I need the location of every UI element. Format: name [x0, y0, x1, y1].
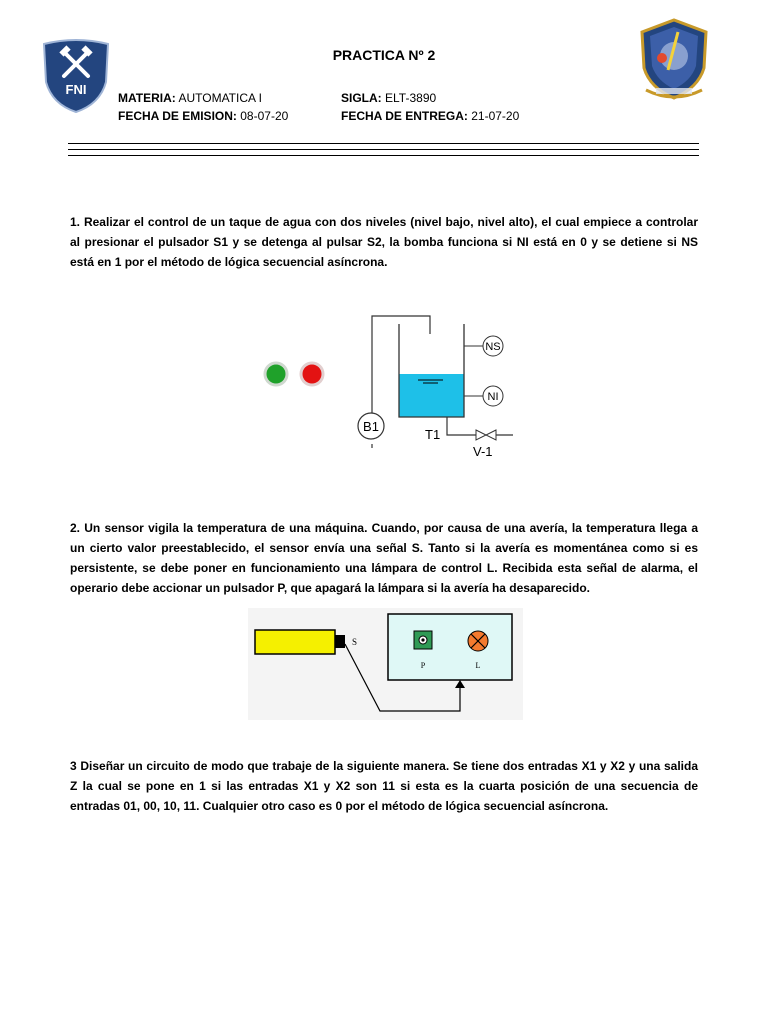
- header-rule-2: [68, 149, 699, 150]
- sigla-label: SIGLA:: [341, 91, 382, 105]
- materia-row: [118, 91, 262, 105]
- header-rule-3: [68, 155, 699, 156]
- control-panel: [388, 614, 512, 680]
- logo-left-text: FNI: [65, 82, 87, 97]
- valve-v1: [476, 430, 496, 440]
- sigla-row: [341, 91, 436, 105]
- materia-label: MATERIA:: [118, 91, 176, 105]
- button-label: P: [420, 661, 426, 670]
- header-rule-1: [68, 143, 699, 144]
- red-button: [301, 363, 323, 385]
- problem-3-text: 3 Diseñar un circuito de modo que trabaje de la siguiente manera. Se tiene dos entradas X1 y X2 y una salida Z la cual se pone en 1 si las entradas X1 y X2 son 11 si esta es la cuarta posición de una secuencia de entradas 01, 00, 10, 11. Cualquier otro caso es 0 por el método de lógica secuencial asíncrona.: [70, 759, 698, 813]
- tank-diagram: [255, 308, 530, 483]
- entrega-row: [341, 109, 519, 123]
- sensor-label: S: [352, 637, 358, 647]
- green-button: [265, 363, 287, 385]
- ni-label: NI: [487, 391, 499, 403]
- emision-value: 08-07-20: [240, 109, 289, 123]
- ns-label: NS: [485, 341, 501, 353]
- alarm-diagram: [248, 608, 523, 720]
- valve-label: V-1: [473, 444, 493, 459]
- entrega-value: 21-07-20: [471, 109, 520, 123]
- sigla-value: ELT-3890: [385, 91, 437, 105]
- emision-label: FECHA DE EMISION:: [118, 109, 237, 123]
- page-title: PRACTICA Nº 2: [332, 47, 436, 63]
- emision-row: [118, 109, 288, 123]
- tank-label: T1: [425, 427, 441, 442]
- problem-2-text: 2. Un sensor vigila la temperatura de una máquina. Cuando, por causa de una avería, la temperatura llega a un cierto valor preestablecido, el sensor envía una señal S. Tanto si la avería es momentánea como si es persistente, se debe poner en funcionamiento una lámpara de control L. Recibida esta señal de alarma, el operario debe accionar un pulsador P, que apagará la lámpara si la avería ha desaparecido.: [70, 521, 698, 595]
- entrega-label: FECHA DE ENTREGA:: [341, 109, 468, 123]
- temperature-sensor: [255, 630, 335, 654]
- lamp-label: L: [475, 661, 481, 670]
- pump-label: B1: [363, 419, 379, 434]
- problem-1-text: 1. Realizar el control de un taque de agua con dos niveles (nivel bajo, nivel alto), el cual empiece a controlar al presionar el pulsador S1 y se detenga al pulsar S2, la bomba funciona si NI está en 0 y se detiene si NS está en 1 por el método de lógica secuencial asíncrona.: [70, 215, 698, 269]
- materia-value: AUTOMATICA I: [178, 91, 263, 105]
